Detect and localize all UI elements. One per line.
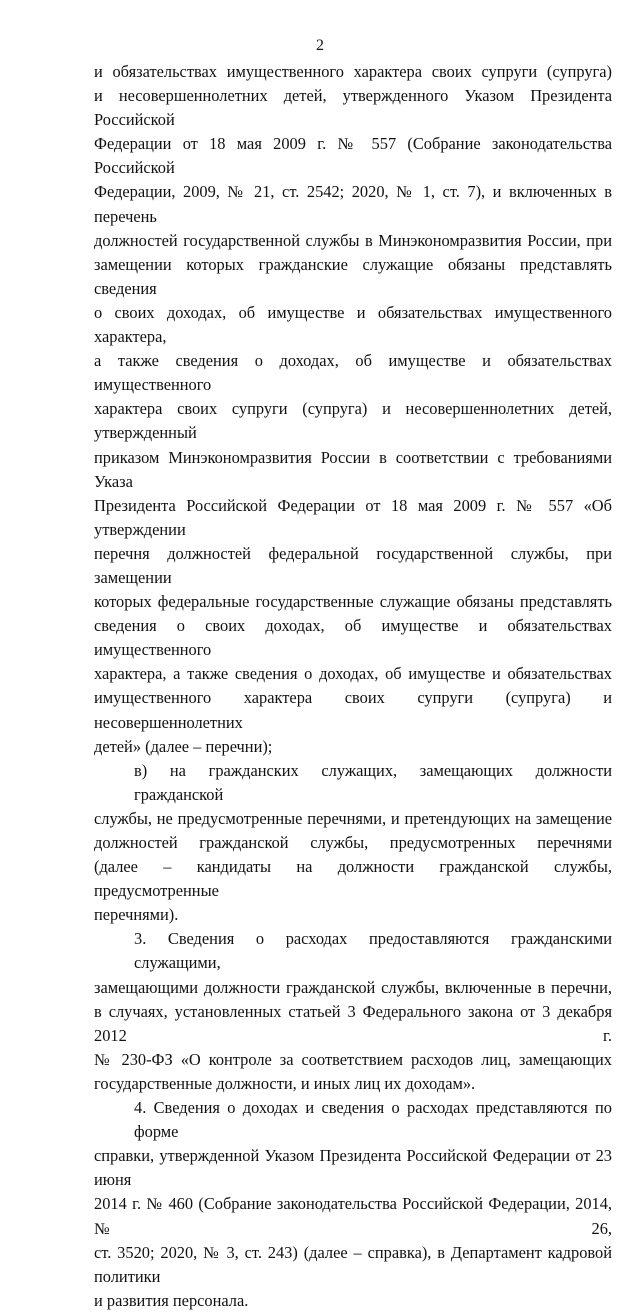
document-body	[94, 60, 612, 1313]
text-line: в) на гражданских служащих, замещающих должности гражданской	[134, 760, 612, 804]
text-line: приказом Минэкономразвития России в соответствии с требованиями Указа	[94, 447, 612, 491]
page-number: 2	[316, 37, 324, 54]
text-line: и развития персонала.	[94, 1290, 249, 1310]
text-line: должностей гражданской службы, предусмотренных перечнями	[94, 833, 612, 852]
text-line: замещении которых гражданские служащие обязаны представлять сведения	[94, 254, 612, 298]
paragraph-2	[94, 759, 612, 928]
text-line: государственные должности, и иных лиц их доходам».	[94, 1073, 476, 1093]
text-line: замещающими должности гражданской службы, включенные в перечни,	[94, 977, 612, 997]
text-line: № 230-ФЗ «О контроле за соответствием расходов лиц, замещающих	[94, 1049, 612, 1069]
text-line: службы, не предусмотренные перечнями, и претендующих на замещение	[94, 808, 612, 828]
text-line: 4. Сведения о доходах и сведения о расходах представляются по форме	[134, 1098, 612, 1142]
text-line: и обязательствах имущественного характера своих супруги (супруга)	[94, 62, 612, 81]
text-line: которых федеральные государственные служащие обязаны представлять	[94, 592, 612, 612]
text-line: Президента Российской Федерации от 18 мая 2009 г. № 557 «Об утверждении	[94, 495, 612, 539]
text-line: 2014 г. № 460 (Собрание законодательства Российской Федерации, 2014, № 26,	[94, 1194, 612, 1238]
text-line: сведения о своих доходах, об имуществе и обязательствах имущественного	[94, 616, 612, 660]
text-line: Федерации от 18 мая 2009 г. № 557 (Собрание законодательства Российской	[94, 134, 612, 178]
text-line: а также сведения о доходах, об имуществе и обязательствах имущественного	[94, 351, 612, 395]
text-line: характера, а также сведения о доходах, об имуществе и обязательствах	[94, 664, 612, 684]
paragraph-3	[94, 927, 612, 1096]
text-line: должностей государственной службы в Минэкономразвития России, при	[94, 230, 612, 250]
text-line: 3. Сведения о расходах предоставляются гражданскими служащими,	[134, 929, 612, 973]
paragraph-4	[94, 1096, 612, 1313]
text-line: детей» (далее – перечни);	[94, 736, 273, 756]
paragraph-1	[94, 60, 612, 759]
text-line: ст. 3520; 2020, № 3, ст. 243) (далее – справка), в Департамент кадровой политики	[94, 1242, 612, 1286]
text-line: перечня должностей федеральной государственной службы, при замещении	[94, 543, 612, 587]
text-line: справки, утвержденной Указом Президента Российской Федерации от 23 июня	[94, 1146, 612, 1190]
text-line: (далее – кандидаты на должности гражданской службы, предусмотренные	[94, 857, 612, 901]
text-line: Федерации, 2009, № 21, ст. 2542; 2020, № 1, ст. 7), и включенных в перечень	[94, 182, 612, 226]
text-line: имущественного характера своих супруги (супруга) и несовершеннолетних	[94, 688, 612, 732]
text-line: перечнями).	[94, 905, 179, 925]
text-line: характера своих супруги (супруга) и несовершеннолетних детей, утвержденный	[94, 399, 612, 443]
text-line: и несовершеннолетних детей, утвержденного Указом Президента Российской	[94, 86, 612, 130]
text-line: о своих доходах, об имуществе и обязательствах имущественного характера,	[94, 302, 612, 347]
text-line: в случаях, установленных статьей 3 Федерального закона от 3 декабря 2012 г.	[94, 1001, 612, 1045]
